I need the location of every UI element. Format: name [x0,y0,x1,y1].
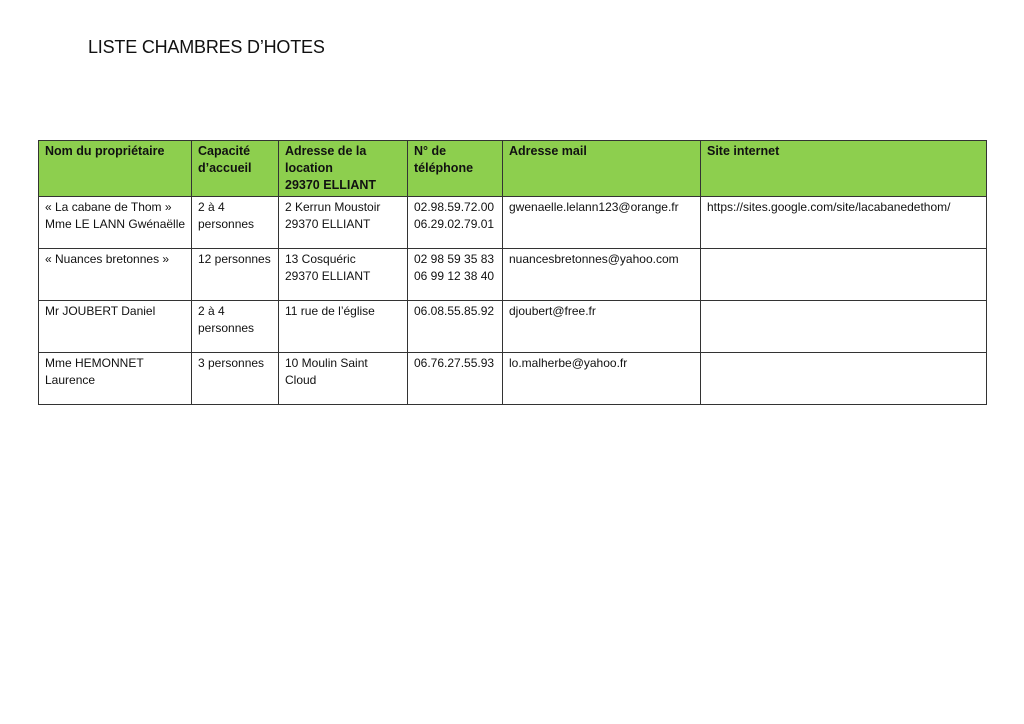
cell-text: gwenaelle.lelann123@orange.fr [509,200,679,214]
cell-text: 06.29.02.79.01 [414,217,495,231]
table-row [39,353,987,405]
header-text: 29370 ELLIANT [285,178,377,192]
header-phone [408,141,503,197]
cell-text: 12 personnes [198,252,271,266]
header-text: Adresse mail [509,144,587,158]
header-email [503,141,701,197]
cell-text: https://sites.google.com/site/lacabanedethom/ [707,200,951,214]
header-text: Site internet [707,144,780,158]
cell-text: 2 Kerrun Moustoir [285,200,381,214]
cell-owner [39,353,192,405]
cell-phone [408,249,503,301]
cell-email [503,197,701,249]
cell-text: Mme LE LANN Gwénaëlle [45,217,186,231]
cell-text: lo.malherbe@yahoo.fr [509,356,628,370]
cell-website [701,301,987,353]
header-text: Capacité [198,144,251,158]
header-text: téléphone [414,161,474,175]
cell-owner [39,197,192,249]
cell-text: Mr JOUBERT Daniel [45,304,156,318]
cell-text: 10 Moulin Saint [285,356,368,370]
table-row [39,301,987,353]
cell-text: djoubert@free.fr [509,304,596,318]
cell-website [701,249,987,301]
cell-owner [39,301,192,353]
cell-website [701,353,987,405]
cell-text: personnes [198,321,255,335]
cell-text: personnes [198,217,255,231]
cell-website [701,197,987,249]
cell-capacity [192,301,279,353]
cell-text: 2 à 4 [198,304,225,318]
cell-email [503,353,701,405]
cell-address [279,301,408,353]
cell-email [503,301,701,353]
cell-capacity [192,197,279,249]
cell-phone [408,301,503,353]
cell-text: Cloud [285,373,317,387]
cell-text: Mme HEMONNET [45,356,144,370]
cell-text: 11 rue de l’église [285,304,375,318]
table-row [39,249,987,301]
cell-text: 02.98.59.72.00 [414,200,495,214]
cell-text: 3 personnes [198,356,265,370]
header-owner-name [39,141,192,197]
table-row [39,197,987,249]
cell-text: 2 à 4 [198,200,225,214]
cell-owner [39,249,192,301]
cell-text: 06.08.55.85.92 [414,304,495,318]
cell-capacity [192,353,279,405]
cell-text: 06 99 12 38 40 [414,269,495,283]
document-title: LISTE CHAMBRES D’HOTES [88,37,325,57]
cell-address [279,353,408,405]
cell-text: Laurence [45,373,96,387]
cell-text: 02 98 59 35 83 [414,252,495,266]
cell-text: 29370 ELLIANT [285,217,371,231]
table-header-row [39,141,987,197]
cell-address [279,197,408,249]
cell-address [279,249,408,301]
header-text: Nom du propriétaire [45,144,165,158]
cell-phone [408,197,503,249]
header-text: Adresse de la [285,144,367,158]
cell-text: « Nuances bretonnes » [45,252,170,266]
header-website [701,141,987,197]
cell-email [503,249,701,301]
cell-text: 13 Cosquéric [285,252,356,266]
header-address [279,141,408,197]
header-text: N° de [414,144,447,158]
header-text: location [285,161,333,175]
guest-rooms-table [38,140,987,405]
header-capacity [192,141,279,197]
cell-text: « La cabane de Thom » [45,200,172,214]
cell-text: nuancesbretonnes@yahoo.com [509,252,679,266]
cell-text: 06.76.27.55.93 [414,356,495,370]
cell-capacity [192,249,279,301]
cell-phone [408,353,503,405]
header-text: d’accueil [198,161,252,175]
cell-text: 29370 ELLIANT [285,269,371,283]
